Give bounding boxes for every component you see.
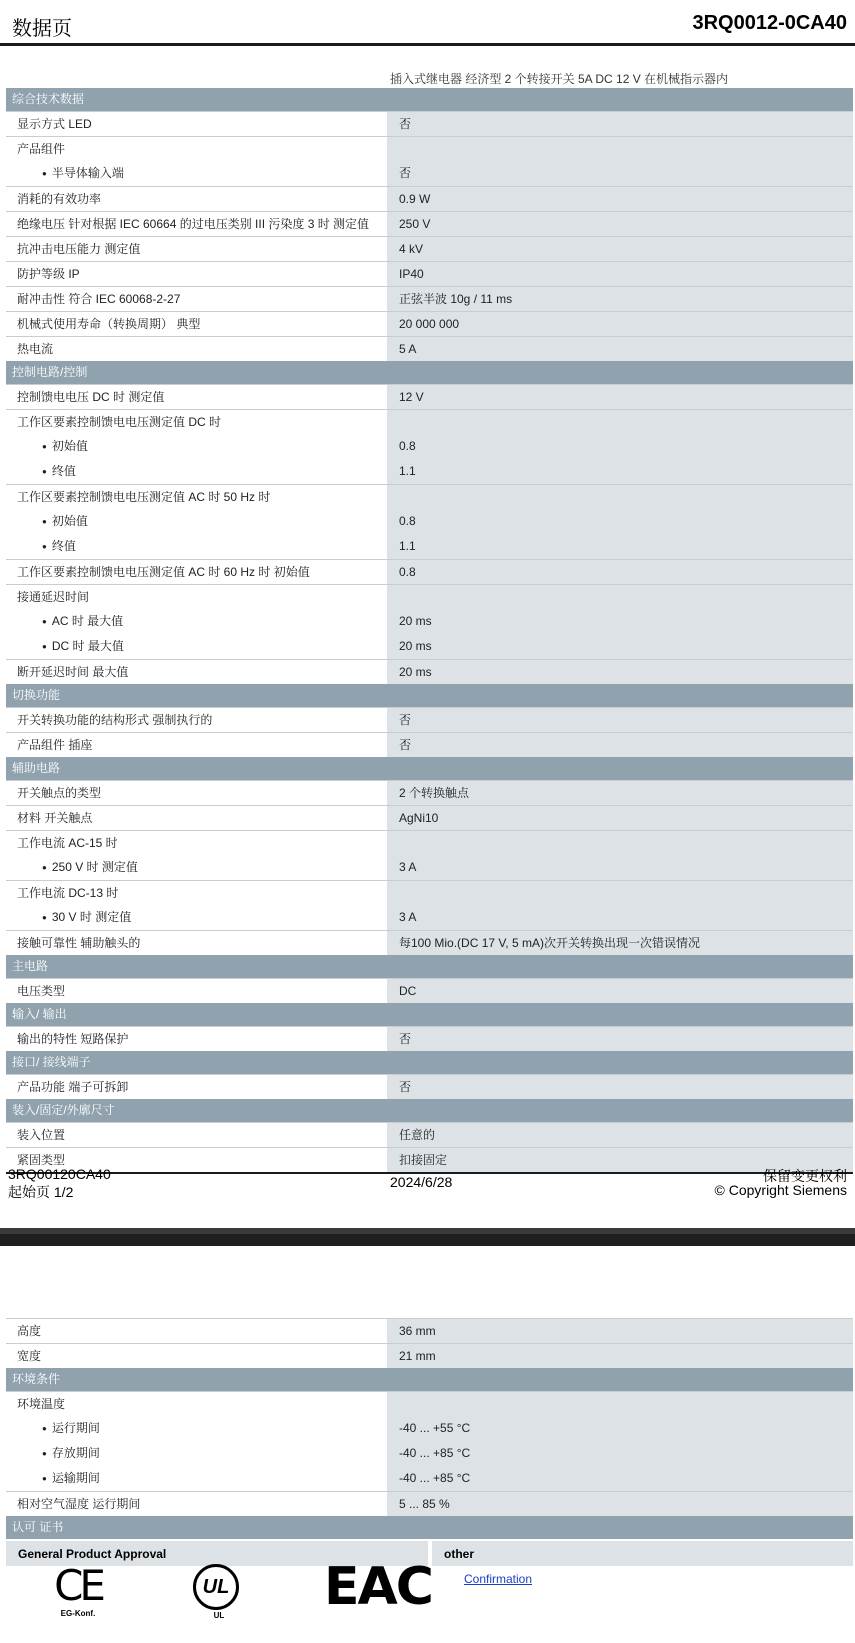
spec-table-page-2 bbox=[6, 1318, 853, 1566]
row-value: 250 V bbox=[386, 212, 853, 236]
row-label: 产品功能 端子可拆卸 bbox=[17, 1080, 129, 1094]
row-value: 12 V bbox=[386, 385, 853, 409]
row-label: 耐冲击性 符合 IEC 60068-2-27 bbox=[17, 292, 181, 306]
row-value: 0.8 bbox=[386, 509, 853, 534]
row-label: 输出的特性 短路保护 bbox=[17, 1032, 129, 1046]
row-value: 否 bbox=[386, 733, 853, 757]
datasheet-page-2 bbox=[0, 1246, 855, 1643]
table-row bbox=[6, 1441, 853, 1466]
section-header-mounting: 装入/固定/外廓尺寸 bbox=[6, 1099, 853, 1122]
row-label: 宽度 bbox=[17, 1349, 42, 1363]
row-value: 否 bbox=[386, 708, 853, 732]
row-label: ● 30 V 时 测定值 bbox=[6, 905, 386, 930]
row-label: 相对空气湿度 运行期间 bbox=[17, 1497, 141, 1511]
ce-mark-icon: CE bbox=[54, 1561, 102, 1610]
page-title: 数据页 bbox=[12, 18, 72, 40]
row-label: 抗冲击电压能力 测定值 bbox=[17, 242, 141, 256]
table-row bbox=[6, 161, 853, 186]
row-value: 每100 Mio.(DC 17 V, 5 mA)次开关转换出现一次错误情况 bbox=[386, 931, 853, 955]
row-value: AgNi10 bbox=[386, 806, 853, 830]
row-value: IP40 bbox=[386, 262, 853, 286]
page-separator bbox=[0, 1228, 855, 1246]
row-label: 产品组件 bbox=[17, 142, 66, 156]
row-label: 接通延迟时间 bbox=[17, 590, 90, 604]
table-row bbox=[6, 805, 853, 830]
section-header-switching: 切换功能 bbox=[6, 684, 853, 707]
row-label: ● 运行期间 bbox=[6, 1416, 386, 1441]
row-value: 21 mm bbox=[386, 1344, 853, 1368]
table-row bbox=[6, 236, 853, 261]
table-row bbox=[6, 136, 853, 161]
row-value: 否 bbox=[386, 1027, 853, 1051]
table-row bbox=[6, 261, 853, 286]
row-label: 开关触点的类型 bbox=[17, 786, 102, 800]
row-value: 3 A bbox=[386, 855, 853, 880]
ce-logo bbox=[50, 1561, 106, 1618]
approval-column-general: General Product Approval bbox=[6, 1541, 428, 1566]
row-label: 工作电流 DC-13 时 bbox=[17, 886, 119, 900]
row-value: 4 kV bbox=[386, 237, 853, 261]
section-header-control: 控制电路/控制 bbox=[6, 361, 853, 384]
table-row bbox=[6, 336, 853, 361]
row-value: 0.8 bbox=[386, 434, 853, 459]
row-value: 0.8 bbox=[386, 560, 853, 584]
table-row bbox=[6, 1491, 853, 1516]
footer-page-number: 起始页 1/2 bbox=[8, 1184, 74, 1200]
row-value: 否 bbox=[386, 112, 853, 136]
row-label: ● 初始值 bbox=[6, 509, 386, 534]
row-label: ● AC 时 最大值 bbox=[6, 609, 386, 634]
table-row bbox=[6, 609, 853, 634]
row-label: ● 终值 bbox=[6, 459, 386, 484]
table-row bbox=[6, 509, 853, 534]
table-row bbox=[6, 559, 853, 584]
row-label: 工作电流 AC-15 时 bbox=[17, 836, 118, 850]
table-row bbox=[6, 534, 853, 559]
table-row bbox=[6, 459, 853, 484]
approval-column-other: other bbox=[428, 1541, 853, 1566]
row-value: -40 ... +85 °C bbox=[386, 1441, 853, 1466]
table-row bbox=[6, 855, 853, 880]
row-value bbox=[386, 485, 853, 509]
row-label: ● 存放期间 bbox=[6, 1441, 386, 1466]
section-header-io: 输入/ 输出 bbox=[6, 1003, 853, 1026]
table-row bbox=[6, 1466, 853, 1491]
table-row bbox=[6, 1026, 853, 1051]
eac-logo bbox=[324, 1557, 432, 1617]
row-value: 扣接固定 bbox=[386, 1148, 853, 1172]
table-row bbox=[6, 1074, 853, 1099]
table-row bbox=[6, 111, 853, 136]
page-header bbox=[0, 0, 855, 46]
section-header-aux: 辅助电路 bbox=[6, 757, 853, 780]
footer-article-number: 3RQ00120CA40 bbox=[8, 1166, 111, 1182]
row-value: 36 mm bbox=[386, 1319, 853, 1343]
row-value bbox=[386, 1392, 853, 1416]
table-row bbox=[6, 830, 853, 855]
row-label: 工作区要素控制馈电电压测定值 AC 时 50 Hz 时 bbox=[17, 490, 271, 504]
row-value: 1.1 bbox=[386, 459, 853, 484]
ul-logo bbox=[193, 1564, 245, 1620]
row-value: 0.9 W bbox=[386, 187, 853, 211]
row-label: ● 运输期间 bbox=[6, 1466, 386, 1491]
row-label: ● 250 V 时 测定值 bbox=[6, 855, 386, 880]
eac-mark-icon: EAC bbox=[324, 1557, 432, 1617]
row-value: 正弦半波 10g / 11 ms bbox=[386, 287, 853, 311]
ul-mark-icon: UL bbox=[193, 1564, 239, 1610]
section-header-environment: 环境条件 bbox=[6, 1368, 853, 1391]
row-value: 否 bbox=[386, 161, 853, 186]
row-label: 防护等级 IP bbox=[17, 267, 80, 281]
row-value: 20 ms bbox=[386, 609, 853, 634]
row-label: 控制馈电电压 DC 时 测定值 bbox=[17, 390, 165, 404]
table-row bbox=[6, 1416, 853, 1441]
row-label: 开关转换功能的结构形式 强制执行的 bbox=[17, 713, 213, 727]
row-label: 机械式使用寿命（转换周期） 典型 bbox=[17, 317, 201, 331]
row-value: 2 个转换触点 bbox=[386, 781, 853, 805]
row-label: 材料 开关触点 bbox=[17, 811, 93, 825]
row-value bbox=[386, 881, 853, 905]
row-label: 绝缘电压 针对根据 IEC 60664 的过电压类别 III 污染度 3 时 测定值 bbox=[17, 217, 370, 231]
ce-caption: EG-Konf. bbox=[60, 1609, 96, 1618]
table-row bbox=[6, 1391, 853, 1416]
footer-rights: 保留变更权利 bbox=[763, 1168, 847, 1184]
row-value: 5 ... 85 % bbox=[386, 1492, 853, 1516]
table-row bbox=[6, 311, 853, 336]
section-header-interface: 接口/ 接线端子 bbox=[6, 1051, 853, 1074]
table-row bbox=[6, 707, 853, 732]
table-row bbox=[6, 409, 853, 434]
table-row bbox=[6, 384, 853, 409]
footer-copyright: © Copyright Siemens bbox=[714, 1182, 847, 1198]
table-row bbox=[6, 905, 853, 930]
row-value: 5 A bbox=[386, 337, 853, 361]
row-label: 显示方式 LED bbox=[17, 117, 92, 131]
table-row bbox=[6, 1318, 853, 1343]
row-label: ● 终值 bbox=[6, 534, 386, 559]
row-label: 高度 bbox=[17, 1324, 42, 1338]
table-row bbox=[6, 484, 853, 509]
row-value: 1.1 bbox=[386, 534, 853, 559]
row-value: DC bbox=[386, 979, 853, 1003]
row-label: 断开延迟时间 最大值 bbox=[17, 665, 129, 679]
row-value bbox=[386, 137, 853, 161]
row-value: 20 000 000 bbox=[386, 312, 853, 336]
row-value: 任意的 bbox=[386, 1123, 853, 1147]
ul-caption: UL bbox=[213, 1611, 225, 1620]
row-label: 产品组件 插座 bbox=[17, 738, 93, 752]
table-row bbox=[6, 978, 853, 1003]
table-row bbox=[6, 634, 853, 659]
row-label: 电压类型 bbox=[17, 984, 66, 998]
row-value bbox=[386, 831, 853, 855]
table-row bbox=[6, 1343, 853, 1368]
row-value: 否 bbox=[386, 1075, 853, 1099]
row-value: 3 A bbox=[386, 905, 853, 930]
table-row bbox=[6, 732, 853, 757]
table-row bbox=[6, 584, 853, 609]
section-header-certificates: 认可 证书 bbox=[6, 1516, 853, 1539]
row-label: ● DC 时 最大值 bbox=[6, 634, 386, 659]
row-label: 装入位置 bbox=[17, 1128, 66, 1142]
row-label: 环境温度 bbox=[17, 1397, 66, 1411]
table-row bbox=[6, 186, 853, 211]
product-description: 插入式继电器 经济型 2 个转接开关 5A DC 12 V 在机械指示器内 bbox=[390, 72, 729, 86]
row-label: 热电流 bbox=[17, 342, 54, 356]
row-value bbox=[386, 410, 853, 434]
spec-table-page-1 bbox=[6, 88, 853, 1174]
table-row bbox=[6, 286, 853, 311]
table-row bbox=[6, 1122, 853, 1147]
table-row bbox=[6, 780, 853, 805]
table-row bbox=[6, 880, 853, 905]
section-header-main-circuit: 主电路 bbox=[6, 955, 853, 978]
confirmation-link[interactable]: Confirmation bbox=[464, 1572, 533, 1586]
product-number: 3RQ0012-0CA40 bbox=[692, 12, 847, 34]
row-label: 工作区要素控制馈电电压测定值 DC 时 bbox=[17, 415, 222, 429]
table-row bbox=[6, 211, 853, 236]
row-label: 紧固类型 bbox=[17, 1153, 66, 1167]
section-header-general: 综合技术数据 bbox=[6, 88, 853, 111]
row-value bbox=[386, 585, 853, 609]
row-value: -40 ... +55 °C bbox=[386, 1416, 853, 1441]
table-row bbox=[6, 434, 853, 459]
row-label: 消耗的有效功率 bbox=[17, 192, 102, 206]
footer-date: 2024/6/28 bbox=[390, 1174, 453, 1190]
row-label: 接触可靠性 辅助触头的 bbox=[17, 936, 141, 950]
table-row bbox=[6, 1147, 853, 1174]
row-label: ● 初始值 bbox=[6, 434, 386, 459]
row-value: 20 ms bbox=[386, 660, 853, 684]
row-value: 20 ms bbox=[386, 634, 853, 659]
row-label: 工作区要素控制馈电电压测定值 AC 时 60 Hz 时 初始值 bbox=[17, 565, 310, 579]
row-label: ● 半导体输入端 bbox=[6, 161, 386, 186]
row-value: -40 ... +85 °C bbox=[386, 1466, 853, 1491]
table-row bbox=[6, 930, 853, 955]
table-row bbox=[6, 659, 853, 684]
